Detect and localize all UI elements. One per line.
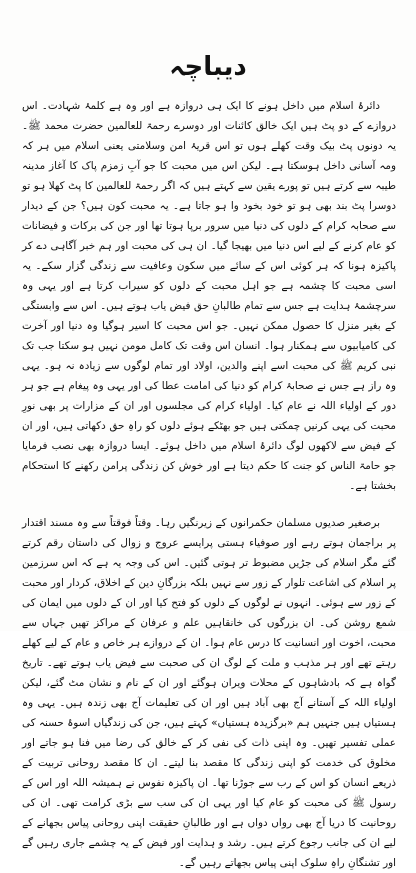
paragraph: برصغیر صدیوں مسلمان حکمرانوں کے زیرنگیں رہا۔ وقتاً فوقتاً سے وہ مسند اقتدار پر براجمان ہوتے رہے اور صوفیاء ہستی پرایسے عروج و زوال کی داستان رقم کرتے گئے مگر اسلام کی جڑیں مضبوط تر ہوتی گئیں۔ اس کی وجہ یہ ہے کہ اس سرزمین پر اسلام کی اشاعت تلوار کے زور سے نہیں بلکہ بزرگانِ دین کے اخلاق، کردار اور محبت کے زور سے ہوئی۔ انہوں نے لوگوں کے دلوں کو فتح کیا اور ان کے دلوں میں ایمان کی شمع روشن کی۔ ان بزرگوں کی خانقاہیں علم و عرفان کے مراکز تھیں جہاں سے محبت، اخوت اور انسانیت کا درس عام ہوا۔ ان کے دروازے ہر خاص و عام کے لیے کھلے رہتے تھے اور ہر مذہب و ملت کے لوگ ان کی صحبت سے فیض یاب ہوتے تھے۔ تاریخ گواہ ہے کہ بادشاہوں کے محلات ویران ہوگئے اور ان کے نام و نشان مٹ گئے، لیکن اولیاء اللہ کے آستانے آج بھی آباد ہیں اور ان کی تعلیمات آج بھی زندہ ہیں۔ یہی وہ ہستیاں ہیں جنہیں ہم «برگزیدہ ہستیاں» کہتے ہیں، جن کی زندگیاں اسوۂ حسنہ کی عملی تفسیر تھیں۔ وہ اپنی ذات کی نفی کر کے خالق کی رضا میں فنا ہو جاتے اور مخلوق کی خدمت کو اپنی زندگی کا مقصد بنا لیتے۔ ان کا مقصد روحانی تربیت کے ذریعے انسان کو اس کے رب سے جوڑنا تھا۔ ان پاکیزہ نفوس نے ہمیشہ اللہ اور اس کے رسول ﷺ کی محبت کو عام کیا اور یہی ان کی سب سے بڑی کرامت تھی۔ ان کی روحانیت کا دریا آج بھی رواں دواں ہے اور طالبانِ حقیقت اپنی روحانی پیاس بجھانے کے لیے ان کی جانب رجوع کرتے ہیں۔ رشد و ہدایت اور فیض کے یہ چشمے جاری رہیں گے اور تشنگانِ راہِ سلوک اپنی پیاس بجھاتے رہیں گے۔ <box>22 517 396 869</box>
paragraph: دائرۂ اسلام میں داخل ہونے کا ایک ہی دروازہ ہے اور وہ ہے کلمۂ شہادت۔ اس دروازے کے دو پٹ ہیں ایک خالق کائنات اور دوسرے رحمۃ للعالمین حضرت محمد ﷺ۔ یہ دونوں پٹ بیک وقت کھلے ہوں تو اس قریۂ امن وسلامتی یعنی اسلام میں ہر کہ ومہ آسانی داخل ہوسکتا ہے۔ لیکن اس میں محبت کا جو آبِ زمزم پاک کا آغاز مدینہ طیبہ سے کرتے ہیں تو پورے یقین سے کہتے ہیں کہ اگر رحمۃ للعالمین کا پٹ کھلا ہو تو دوسرا پٹ بند بھی ہو تو خود بخود وا ہو جاتا ہے۔ یہ محبت کون ہیں؟ جن کے دیدار سے صحابہ کرام کے دلوں کی دنیا میں سرور برپا ہوتا تھا اور جن کی برکات و فیضانات کو عام کرنے کے لیے اس دنیا میں بھیجا گیا۔ ان ہی کی محبت اور ہم خبر آگاہی دے کر پاکیزہ ہونا کہ ہر کوئی اس کے سائے میں سکون وعافیت سے زندگی گزار سکے۔ یہ اسی محبت کا چشمہ ہے جو اہل محبت کے دلوں کو سیراب کرتا ہے اور یہی وہ سرچشمۂ ہدایت ہے جس سے تمام طالبانِ حق فیض یاب ہوتے ہیں۔ اس سے وابستگی کے بغیر منزل کا حصول ممکن نہیں۔ جو اس محبت کا اسیر ہوگیا وہ دنیا اور آخرت کی کامیابیوں سے ہمکنار ہوا۔ انسان اس وقت تک کامل مومن نہیں ہو سکتا جب تک نبی کریم ﷺ کی محبت اسے اپنے والدین، اولاد اور تمام لوگوں سے زیادہ نہ ہو۔ یہی وہ راز ہے جس نے صحابۂ کرام کو دنیا کی امامت عطا کی اور یہی وہ پیغام ہے جو ہر دور کے اولیاء اللہ نے عام کیا۔ اولیاء کرام کی مجلسوں اور ان کے مزارات پر بھی نورِ محبت کی یہی کرنیں چمکتی ہیں جو بھٹکے ہوئے دلوں کو راہِ حق دکھاتی ہیں، اور ان کے فیض سے لاکھوں لوگ دائرۂ اسلام میں داخل ہوئے۔ ایسا دروازہ بھی نصب فرمایا جو حامۃ الناس کو جنت کا حکم دیتا ہے اور خوش کن زندگی پرامن رکھنے کا استحکام بخشتا ہے۔ <box>22 100 396 492</box>
page-title: دیباچہ <box>169 52 247 82</box>
body-text <box>22 96 396 873</box>
